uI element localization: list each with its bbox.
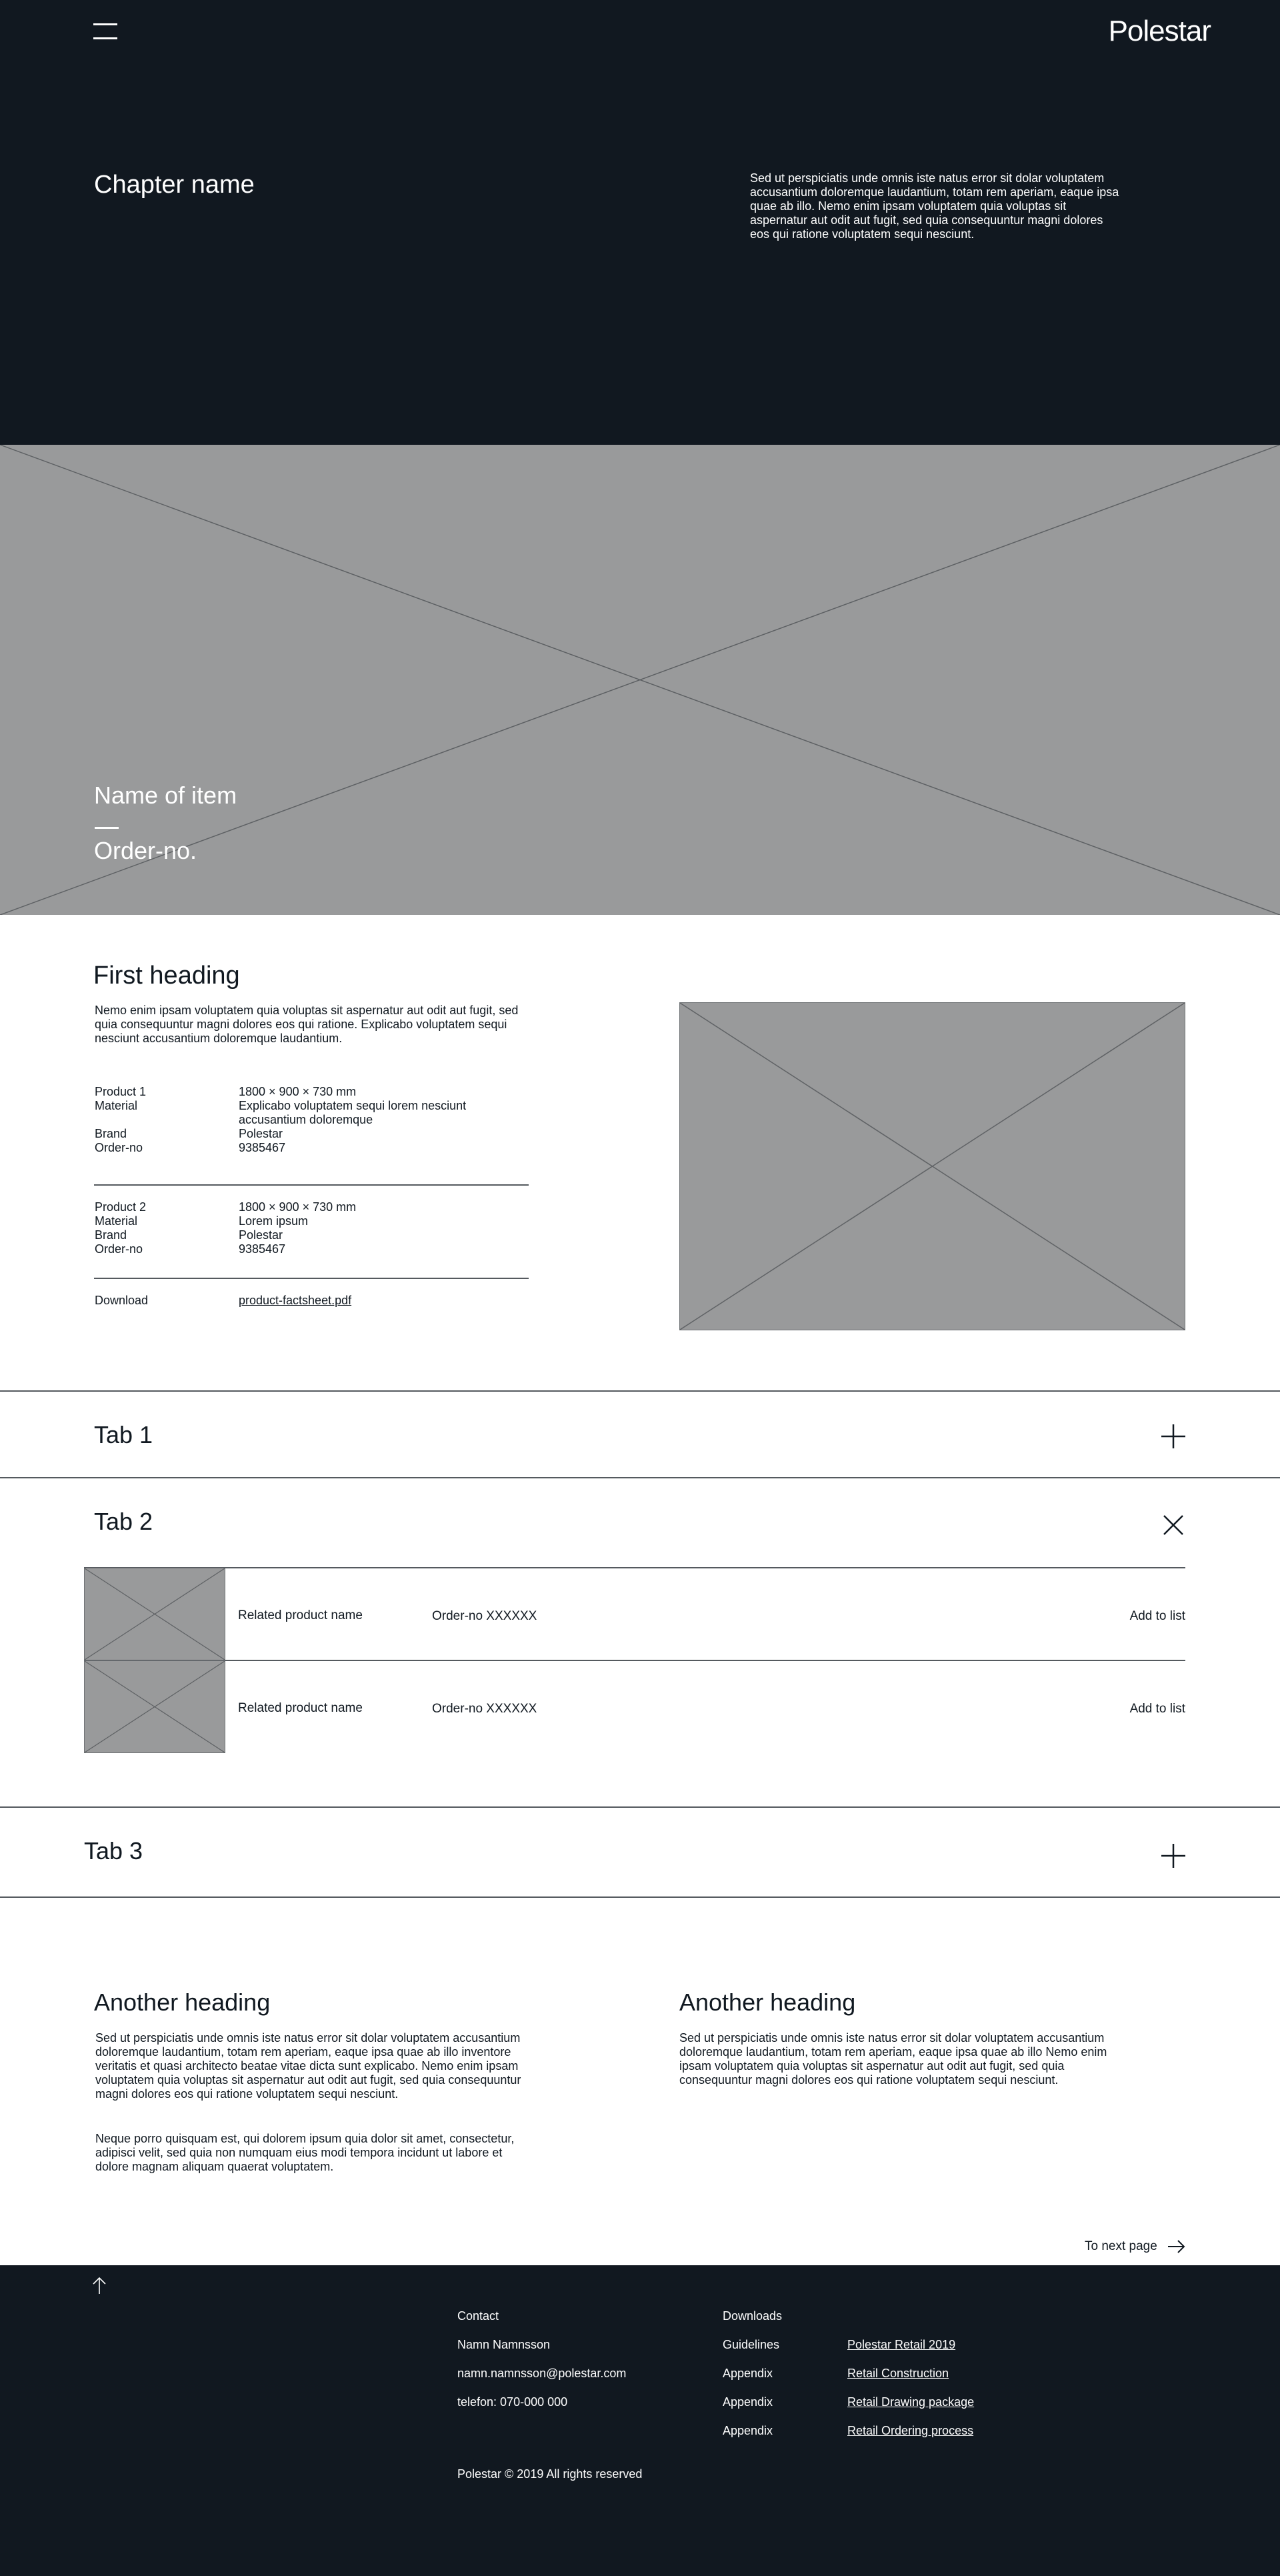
tab-divider bbox=[0, 1896, 1280, 1898]
download-label: Appendix bbox=[723, 2367, 773, 2380]
section-heading: Another heading bbox=[679, 1989, 856, 2016]
spec-value: Explicabo voluptatem sequi lorem nesciunt accusantium doloremque bbox=[239, 1099, 467, 1126]
spec-value: 1800 × 900 × 730 mm bbox=[239, 1085, 357, 1098]
downloads-heading: Downloads bbox=[723, 2309, 783, 2323]
related-product-order: Order-no XXXXXX bbox=[432, 1702, 537, 1716]
plus-icon[interactable] bbox=[1161, 1424, 1185, 1448]
chapter-name: Chapter name bbox=[94, 171, 255, 199]
spec-label: Product 2 bbox=[95, 1200, 147, 1214]
next-page-label: To next page bbox=[1085, 2239, 1157, 2253]
spec-value: Polestar bbox=[239, 1228, 283, 1242]
download-label: Guidelines bbox=[723, 2338, 780, 2351]
download-label: Download bbox=[95, 1294, 149, 1307]
tab-divider bbox=[0, 1477, 1280, 1478]
image-placeholder-icon bbox=[680, 1003, 1185, 1330]
related-product-name[interactable]: Related product name bbox=[238, 1701, 363, 1715]
spec-label: Brand bbox=[95, 1127, 127, 1140]
hamburger-menu-icon[interactable] bbox=[93, 21, 117, 40]
image-placeholder-icon bbox=[85, 1568, 225, 1660]
item-name: Name of item bbox=[94, 782, 237, 809]
item-order-no: Order-no. bbox=[94, 837, 197, 864]
spec-label: Material bbox=[95, 1099, 138, 1112]
footer bbox=[0, 2265, 1280, 2576]
spec-label: Product 1 bbox=[95, 1085, 147, 1098]
tab-3[interactable]: Tab 3 bbox=[84, 1837, 143, 1864]
plus-icon[interactable] bbox=[1161, 1844, 1185, 1868]
spec-divider bbox=[94, 1184, 529, 1186]
spec-value: 9385467 bbox=[239, 1242, 286, 1256]
spec-value: 9385467 bbox=[239, 1141, 286, 1154]
spec-value: Polestar bbox=[239, 1127, 283, 1140]
download-link[interactable]: Retail Construction bbox=[847, 2367, 949, 2380]
add-to-list-button[interactable]: Add to list bbox=[1129, 1609, 1185, 1623]
close-icon[interactable] bbox=[1163, 1514, 1187, 1538]
section-heading: Another heading bbox=[94, 1989, 271, 2016]
related-divider bbox=[84, 1567, 1185, 1568]
related-product-thumbnail[interactable] bbox=[84, 1568, 225, 1660]
download-label: Appendix bbox=[723, 2424, 773, 2437]
spec-value: 1800 × 900 × 730 mm bbox=[239, 1200, 357, 1214]
product-image-placeholder bbox=[679, 1002, 1185, 1330]
download-link[interactable]: Retail Drawing package bbox=[847, 2395, 975, 2409]
download-link[interactable]: Retail Ordering process bbox=[847, 2424, 974, 2437]
image-placeholder-icon bbox=[85, 1661, 225, 1752]
section-body-text: Neque porro quisquam est, qui dolorem ipsum quia dolor sit amet, consectetur, adipisci velit, sed quia non numquam eius modi tempora incidunt ut labore et dolore magnam aliquam quaerat voluptatem. bbox=[95, 2132, 515, 2173]
item-dash-divider bbox=[95, 827, 119, 829]
related-divider bbox=[84, 1660, 1185, 1661]
hero-image-placeholder bbox=[0, 445, 1280, 915]
spec-label: Material bbox=[95, 1214, 138, 1228]
spec-label: Order-no bbox=[95, 1242, 143, 1256]
chapter-intro-text: Sed ut perspiciatis unde omnis iste natus error sit dolar voluptatem accusantium doloremque laudantium, totam rem aperiam, eaque ipsa quae ab illo. Nemo enim ipsam voluptatem quia voluptas sit aspernatur aut odit aut fugit, sed quia consequuntur magni dolores eos qui ratione voluptatem sequi nesciunt. bbox=[750, 171, 1119, 241]
contact-phone: telefon: 070-000 000 bbox=[457, 2395, 568, 2409]
spec-label: Brand bbox=[95, 1228, 127, 1242]
related-product-order: Order-no XXXXXX bbox=[432, 1609, 537, 1623]
arrow-right-icon bbox=[1168, 2240, 1185, 2253]
arrow-up-icon[interactable] bbox=[91, 2277, 107, 2294]
tab-2[interactable]: Tab 2 bbox=[94, 1508, 153, 1535]
contact-name: Namn Namnsson bbox=[457, 2338, 551, 2351]
spec-divider bbox=[94, 1278, 529, 1279]
factsheet-download-link[interactable]: product-factsheet.pdf bbox=[239, 1294, 352, 1307]
tab-divider bbox=[0, 1390, 1280, 1392]
contact-heading: Contact bbox=[457, 2309, 499, 2323]
spec-label: Order-no bbox=[95, 1141, 143, 1154]
section-body-text: Sed ut perspiciatis unde omnis iste natus error sit dolar voluptatem accusantium doloremque laudantium, totam rem aperiam, eaque ipsa quae ab illo Nemo enim ipsam voluptatem quia voluptas sit aspernatur aut odit aut fugit, sed quia consequuntur magni dolores eos qui ratione voluptatem sequi nesciunt. bbox=[679, 2031, 1107, 2087]
download-label: Appendix bbox=[723, 2395, 773, 2409]
add-to-list-button[interactable]: Add to list bbox=[1129, 1702, 1185, 1716]
tab-1[interactable]: Tab 1 bbox=[94, 1421, 153, 1448]
related-product-thumbnail[interactable] bbox=[84, 1660, 225, 1753]
spec-value: Lorem ipsum bbox=[239, 1214, 309, 1228]
product-intro-text: Nemo enim ipsam voluptatem quia voluptas sit aspernatur aut odit aut fugit, sed quia consequuntur magni dolores eos qui ratione. Explicabo voluptatem sequi nesciunt accusantium doloremque laudantium. bbox=[95, 1004, 519, 1045]
section-body-text: Sed ut perspiciatis unde omnis iste natus error sit dolar voluptatem accusantium doloremque laudantium, totam rem aperiam, eaque ipsa quae ab illo inventore veritatis et quasi architecto beatae vitae dicta sunt explicabo. Nemo enim ipsam voluptatem quia voluptas sit aspernatur aut odit aut fugit, sed quia consequuntur magni dolores eos qui ratione voluptatem sequi nesciunt. bbox=[95, 2031, 521, 2101]
next-page-link[interactable] bbox=[1085, 2239, 1157, 2254]
hero-section bbox=[0, 0, 1280, 445]
first-heading: First heading bbox=[93, 962, 240, 990]
copyright: Polestar © 2019 All rights reserved bbox=[457, 2467, 643, 2481]
contact-email[interactable]: namn.namnsson@polestar.com bbox=[457, 2367, 627, 2380]
related-product-name[interactable]: Related product name bbox=[238, 1608, 363, 1622]
download-link[interactable]: Polestar Retail 2019 bbox=[847, 2338, 956, 2351]
polestar-logo[interactable]: Polestar bbox=[1108, 15, 1211, 47]
tab-divider bbox=[0, 1806, 1280, 1808]
